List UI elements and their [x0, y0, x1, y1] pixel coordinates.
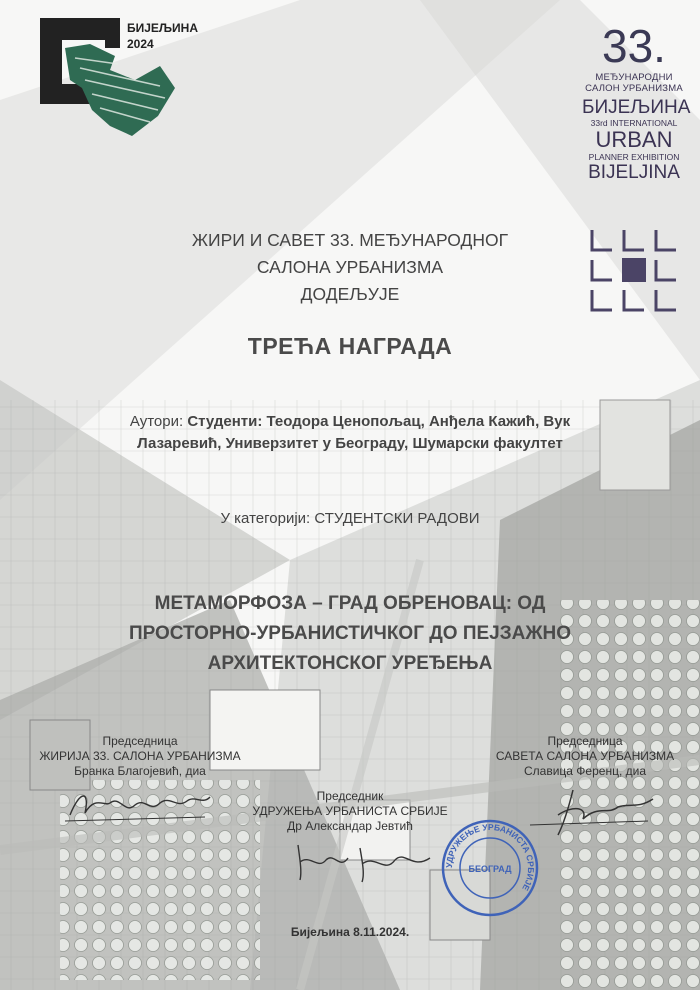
brand-line-sr-2: САЛОН УРБАНИЗМА — [585, 83, 683, 94]
signature-left — [65, 785, 215, 830]
category-value: СТУДЕНТСКИ РАДОВИ — [314, 510, 480, 527]
brand-line-en-2: URBAN — [595, 127, 673, 152]
category-label: У категорији: — [220, 510, 311, 527]
jury-statement — [100, 227, 600, 308]
brand-city-en: BIJELJINA — [588, 162, 680, 183]
logo-city: БИЈЕЉИНА — [127, 21, 199, 35]
stamp-center-text: БЕОГРАД — [468, 864, 512, 874]
work-title-line-3: АРХИТЕКТОНСКОГ УРЕЂЕЊА — [207, 653, 493, 674]
brand-line-sr-1: МЕЂУНАРОДНИ — [595, 72, 673, 83]
work-title — [90, 589, 610, 679]
signature-right — [528, 785, 668, 840]
exhibition-brand — [582, 20, 691, 183]
jury-line-3: ДОДЕЉУЈЕ — [300, 284, 400, 304]
brand-grid-icon — [590, 228, 680, 312]
category-line — [100, 510, 600, 527]
signatory-title-right: Председница — [547, 734, 623, 748]
logo-year: 2024 — [127, 37, 154, 51]
award-title: ТРЕЋА НАГРАДА — [247, 333, 453, 359]
signature-center — [290, 840, 440, 885]
signature-block-center — [240, 789, 460, 834]
authors-label: Аутори: — [129, 413, 184, 430]
signatory-org-right: САВЕТА САЛОНА УРБАНИЗМА — [495, 749, 675, 763]
stamp-ring-text: УДРУЖЕЊЕ УРБАНИСТА СРБИЈЕ — [443, 821, 537, 893]
issue-date: Бијељина 8.11.2024. — [290, 925, 410, 939]
official-stamp — [440, 818, 540, 918]
jury-line-1: ЖИРИ И САВЕТ 33. МЕЂУНАРОДНОГ — [191, 230, 509, 250]
authors-line-1: Студенти: Теодора Ценопољац, Анђела Кажић, Вук — [187, 413, 571, 430]
brand-line-en-3: PLANNER EXHIBITION — [588, 152, 680, 162]
jury-line-2: САЛОНА УРБАНИЗМА — [256, 257, 444, 277]
brand-city-sr: БИЈЕЉИНА — [582, 97, 691, 118]
signatory-org-center: УДРУЖЕЊА УРБАНИСТА СРБИЈЕ — [252, 804, 448, 818]
signatory-org-left: ЖИРИЈА 33. САЛОНА УРБАНИЗМА — [39, 749, 241, 763]
signatory-name-right: Славица Ференц, диа — [524, 764, 646, 778]
signatory-title-center: Председник — [316, 789, 384, 803]
signatory-name-center: Др Александар Јевтић — [287, 819, 413, 833]
authors-line-2: Лазаревић, Универзитет у Београду, Шумарски факултет — [137, 435, 563, 452]
work-title-line-1: МЕТАМОРФОЗА – ГРАД ОБРЕНОВАЦ: ОД — [154, 593, 546, 614]
work-title-line-2: ПРОСТОРНО-УРБАНИСТИЧКОГ ДО ПЕЈЗАЖНО — [128, 623, 572, 644]
salon-logo-text — [127, 20, 198, 52]
signature-block-left — [20, 734, 260, 779]
signatory-name-left: Бранка Благојевић, диа — [74, 764, 206, 778]
signature-block-right — [480, 734, 690, 779]
signatory-title-left: Председница — [102, 734, 178, 748]
authors-block — [80, 411, 620, 455]
brand-line-en-1: 33rd INTERNATIONAL — [590, 118, 678, 128]
edition-number: 33. — [602, 20, 666, 72]
